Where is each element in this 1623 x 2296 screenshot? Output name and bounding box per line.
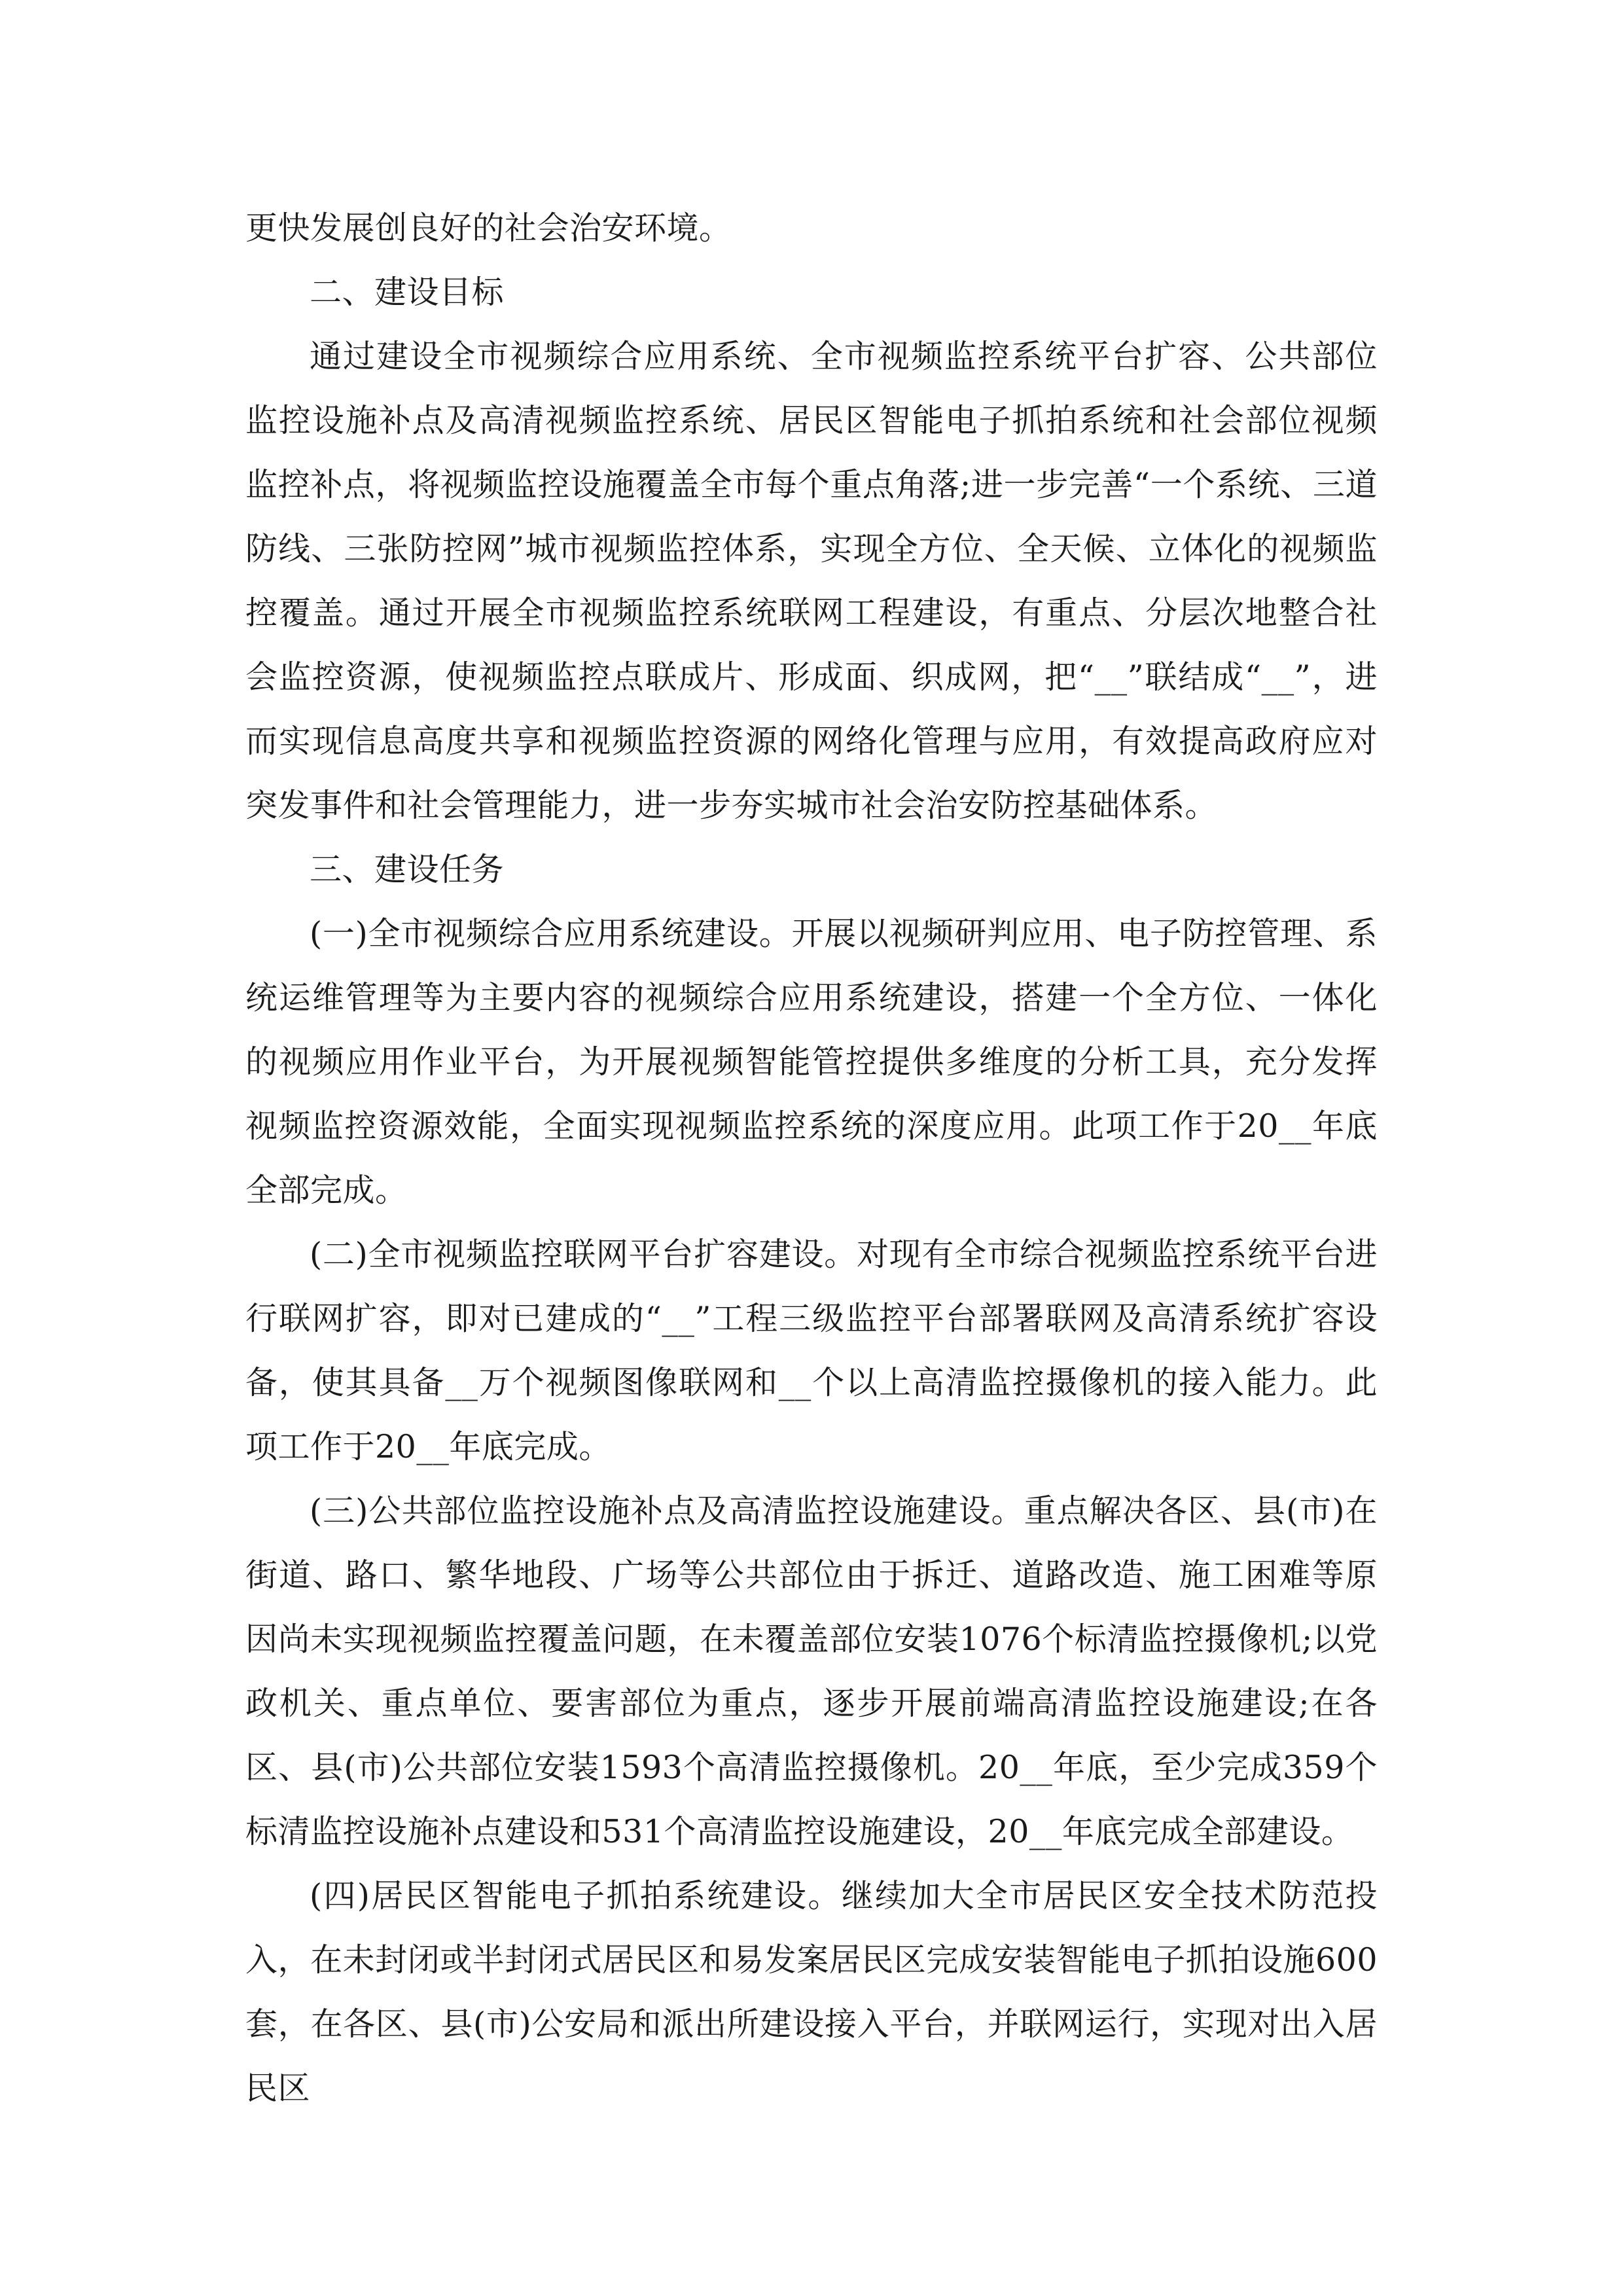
paragraph-continuation: 更快发展创良好的社会治安环境。	[245, 209, 732, 247]
section-heading-tasks: 三、建设任务	[310, 851, 505, 888]
paragraph-goals: 通过建设全市视频综合应用系统、全市视频监控系统平台扩容、公共部位监控设施补点及高清视频监控系统、居民区智能电子抓拍系统和社会部位视频监控补点，将视频监控设施覆盖全市每个重点角落;进一步完善“一个系统、三道防线、三张防控网”城市视频监控体系，实现全方位、全天候、立体化的视频监控覆盖。通过开展全市视频监控系统联网工程建设，有重点、分层次地整合社会监控资源，使视频监控点联成片、形成面、织成网，把“__”联结成“__”，进而实现信息高度共享和视频监控资源的网络化管理与应用，有效提高政府应对突发事件和社会管理能力，进一步夯实城市社会治安防控基础体系。	[245, 338, 1378, 824]
paragraph-task-1: (一)全市视频综合应用系统建设。开展以视频研判应用、电子防控管理、系统运维管理等为主要内容的视频综合应用系统建设，搭建一个全方位、一体化的视频应用作业平台，为开展视频智能管控提供多维度的分析工具，充分发挥视频监控资源效能，全面实现视频监控系统的深度应用。此项工作于20__年底全部完成。	[245, 915, 1378, 1209]
section-heading-goals: 二、建设目标	[310, 274, 505, 311]
paragraph-task-3: (三)公共部位监控设施补点及高清监控设施建设。重点解决各区、县(市)在街道、路口、繁华地段、广场等公共部位由于拆迁、道路改造、施工困难等原因尚未实现视频监控覆盖问题，在未覆盖部位安装1076个标清监控摄像机;以党政机关、重点单位、要害部位为重点，逐步开展前端高清监控设施建设;在各区、县(市)公共部位安装1593个高清监控摄像机。20__年底，至少完成359个标清监控设施补点建设和531个高清监控设施建设，20__年底完成全部建设。	[245, 1492, 1378, 1850]
paragraph-task-4: (四)居民区智能电子抓拍系统建设。继续加大全市居民区安全技术防范投入，在未封闭或半封闭式居民区和易发案居民区完成安装智能电子抓拍设施600套，在各区、县(市)公安局和派出所建设接入平台，并联网运行，实现对出入居民区	[245, 1877, 1378, 2107]
document-body	[245, 196, 1378, 2121]
paragraph-task-2: (二)全市视频监控联网平台扩容建设。对现有全市综合视频监控系统平台进行联网扩容，即对已建成的“__”工程三级监控平台部署联网及高清系统扩容设备，使其具备__万个视频图像联网和__个以上高清监控摄像机的接入能力。此项工作于20__年底完成。	[245, 1236, 1378, 1465]
